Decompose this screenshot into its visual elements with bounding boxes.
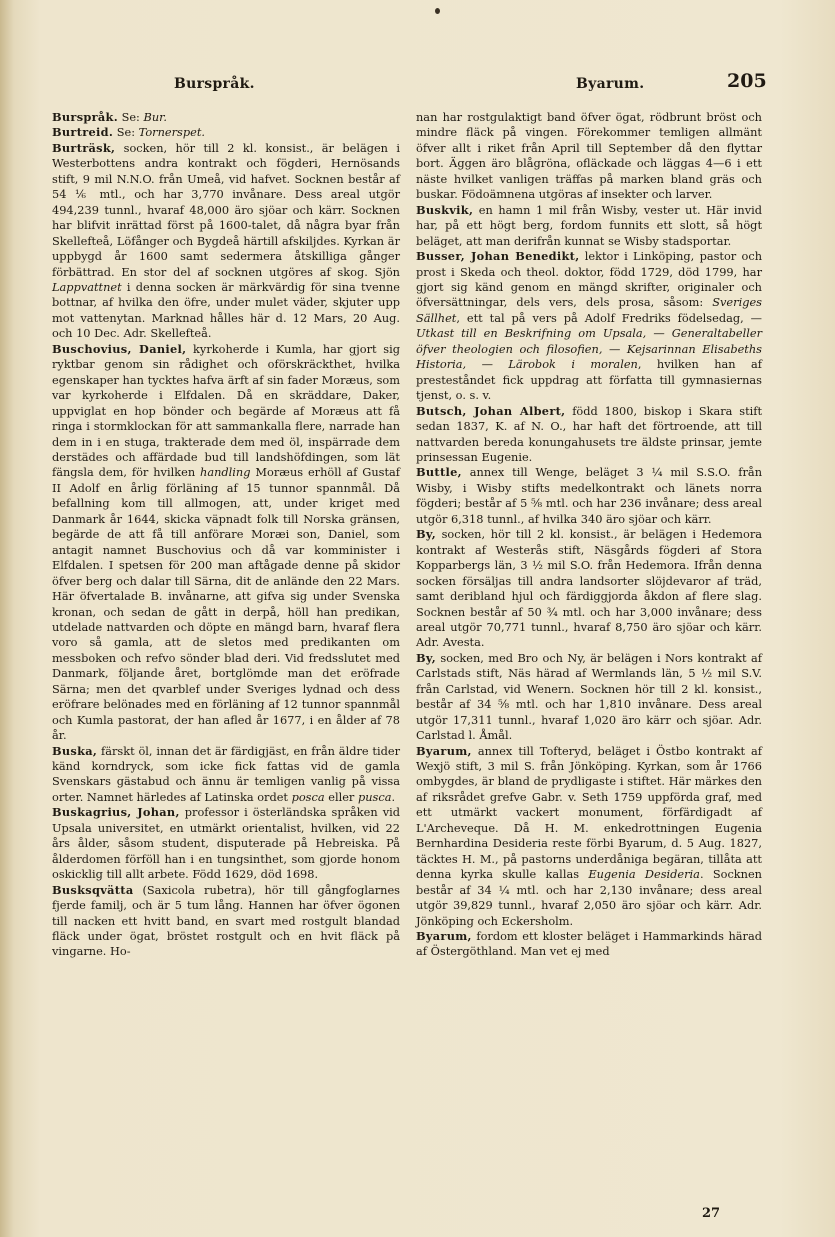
entry-by-nors bbox=[416, 651, 762, 744]
headword: By, bbox=[416, 650, 436, 665]
entry-busser bbox=[416, 249, 762, 404]
entry-text: född 1800, biskop i Skara stift sedan 1837, K. af N. O., har haft det förtroende, att till nattvarden bereda konungahusets tre äldste prinsar, jemte prinsessan Eugenie. bbox=[416, 403, 763, 464]
entry-text: nan har rostgulaktigt band öfver ögat, rödbrunt bröst och mindre fläck på vingen. Förekommer temligen allmänt öfver allt i riket från April till September då den flyttar bort. Äggen äro blågröna, ofläckade och läggas 4—6 i ett näste hvilket vanligen träffas på marken bland gräs och buskar. Födoämnena utgöras af insekter och larver. bbox=[416, 110, 762, 202]
entry-buschovius bbox=[52, 342, 400, 744]
left-column bbox=[52, 110, 400, 960]
entry-italic: pusca bbox=[357, 789, 392, 804]
entry-text: annex till Tofteryd, beläget i Östbo kontrakt af Wexjö stift, 3 mil S. från Jönköping. Kyrkan, som år 1766 ombygdes, är bland de prydligaste i stiftet. Här märkes den af riksrådet grefve Gabr. v. Seth 1759 uppförda graf, med ett utmärkt vackert monument, förfärdigadt af L'Archeveque. Då H. M. enkedrottningen Eugenia Bernhardina Desideria reste förbi Byarum, d. 5 Aug. 1827, täcktes H. M., på pastorns underdåniga begäran, tillåta att denna kyrka skulle kallas bbox=[416, 743, 762, 882]
headword: Butsch, Johan Albert, bbox=[416, 403, 566, 418]
entry-continued bbox=[416, 110, 762, 203]
page-number: 205 bbox=[727, 70, 767, 92]
entry-text: , ett tal på vers på Adolf Fredriks födelsedag, — bbox=[456, 310, 762, 325]
headword: Burspråk. bbox=[52, 110, 118, 124]
entry-text: i denna socken är märkvärdig för sina tvenne bottnar, af hvilka den öfre, under mulet väder, skjuter upp mot vattenytan. Marknad hålles här d. 12 Mars, 20 Aug. och 10 Dec. Adr. Skellefteå. bbox=[52, 279, 400, 341]
entry-buskvik bbox=[416, 203, 762, 249]
entry-buttle bbox=[416, 465, 762, 527]
headword: Buskagrius, Johan, bbox=[52, 805, 180, 820]
entry-italic: posca bbox=[291, 789, 325, 804]
entry-text: professor i österländska språken vid Upsala universitet, en utmärkt orientalist, hvilken, vid 22 års ålder, såsom student, disputerade på Hebreiska. På ålderdomen förföll han i en tungsinthet, som gjorde honom oskicklig till allt arbete. Född 1629, död 1698. bbox=[52, 805, 401, 882]
entry-burtreid bbox=[52, 125, 400, 140]
entry-text: annex till Wenge, beläget 3 ¼ mil S.S.O. från Wisby, i Wisby stifts medelkontrakt och länets norra fögderi; består af 5 ⅝ mtl. och har 236 invånare; dess areal utgör 6,318 tunnl., af hvilka 340 äro sjöar och kärr. bbox=[416, 465, 762, 526]
entry-text: socken, hör till 2 kl. konsist., är belägen i Hedemora kontrakt af Westerås stift, Näsgårds fögderi af Stora Kopparbergs län, 3 ½ mil S.O. från Hedemora. Ifrån denna socken försäljas till andra landsorter slöjdevaror af träd, samt deribland hjul och färdiggjorda åkdon af flere slag. Socknen består af 50 ¾ mtl. och har 3,000 invånare; dess areal utgör 70,771 tunnl., hvaraf 8,750 äro sjöar och kärr. Adr. Avesta. bbox=[416, 527, 762, 650]
entry-italic: Lappvattnet bbox=[52, 279, 122, 294]
right-column bbox=[416, 110, 762, 960]
entry-buskagrius bbox=[52, 805, 400, 882]
headword: Burtreid. bbox=[52, 125, 114, 140]
running-header bbox=[40, 70, 800, 100]
entry-text: (Saxicola rubetra), hör till gångfoglarnes fjerde familj, och är 5 tum lång. Hannen har öfver ögonen till nacken ett hvitt band, en svart med rostgult blandad fläck under ögat, bröstet rostgult och en hvit fläck på vingarne. Ho- bbox=[52, 882, 400, 959]
entry-text: eller bbox=[324, 789, 358, 804]
entry-italic: Bur. bbox=[143, 110, 167, 124]
entry-italic: Sveriges Sällhet bbox=[416, 295, 762, 325]
entry-text: , hvilken han af presteståndet fick uppdrag att författa till gymnasiernas tjenst, o. s. v. bbox=[416, 357, 762, 403]
entry-byarum-kloster bbox=[416, 929, 762, 960]
headword: Busser, Johan Benedikt, bbox=[416, 249, 580, 264]
headword: Buschovius, Daniel, bbox=[52, 341, 187, 356]
entry-italic: Tornerspet. bbox=[138, 125, 206, 140]
entry-text: färskt öl, innan det är färdigjäst, en från äldre tider känd korndryck, som icke fick fattas vid de gamla Svenskars gästabud och ännu är temligen vanlig på vissa orter. Namnet härledes af Latinska ordet bbox=[52, 743, 400, 804]
signature-mark: 27 bbox=[702, 1206, 721, 1221]
entry-text: Moræus erhöll af Gustaf II Adolf en årlig förläning af 15 tunnor spannmål. Då befallning kom till allmogen, att, under kriget med Danmark år 1644, skicka väpnadt folk till Norska gränsen, begärde de att få till anförare Moræi son, Daniel, som antagit namnet Buschovius och då var komminister i Elfdalen. I spetsen för 200 man aftågade denne på skidor öfver berg och dalar till Särna, dit de anlände den 22 Mars. Här öfvertalade B. invånarne, att gifva sig under Svenska kronan, och sedan de gått in derpå, höll han predikan, utdelade nattvarden och döpte en mängd barn, hvaraf flera voro så gamla, att de sletos med predikanten om messboken och refvo sönder blad deri. Vid fredsslutet med Danmark, följande året, bortglömde man det eröfrade Särna; men det qvarblef under Sveriges lydnad och dess eröfrare belönades med en förläning af 12 tunnor spannmål och Kumla pastorat, der han afled år 1677, i en ålder af 78 år. bbox=[52, 465, 400, 743]
entry-busksqvätta bbox=[52, 883, 400, 960]
entry-byarum-annex bbox=[416, 744, 762, 929]
entry-text: . Socknen består af 34 ¼ mtl. och har 2,130 invånare; dess areal utgör 39,829 tunnl., hvaraf 2,050 äro sjöar och kärr. Adr. Jönköping och Eckersholm. bbox=[416, 867, 762, 928]
ink-dot bbox=[435, 8, 440, 14]
entry-text: kyrkoherde i Kumla, har gjort sig ryktbar genom sin rådighet och oförskräckthet, hvilka egenskaper han tycktes hafva ärft af sin fader Moræus, som var kyrkoherde i Elfdalen. Då en skräddare, Daker, uppviglat en hop bönder och begärde af Moræus att få ringa i stormklockan för att sammankalla flere, narrade han dem in i en stuga, trakterade dem med öl, inspärrade dem derstädes och affärdade bud till landshöfdingen, som lät fängsla dem, för hvilken bbox=[52, 341, 400, 480]
header-right-title: Byarum. bbox=[576, 76, 645, 92]
headword: Buttle, bbox=[416, 465, 462, 480]
entry-buska bbox=[52, 744, 400, 806]
entry-burträsk bbox=[52, 141, 400, 342]
entry-by-hedemora bbox=[416, 527, 762, 651]
entry-text: socken, hör till 2 kl. konsist., är belägen i Westerbottens andra kontrakt och fögderi, Hernösands stift, 9 mil N.N.O. från Umeå, vid hafvet. Socknen består af 54 ⅙ mtl., och har 3,770 invånare. Dess areal utgör 494,239 tunnl., hvaraf 48,000 äro sjöar och kärr. Socknen har blifvit inrättad först på 1600-talet, då några byar från Skellefteå, Löfånger och Bygdeå härtill afskiljdes. Kyrkan är uppbygd år 1600 samt sedermera åtskilliga gånger förbättrad. En stor del af socknen utgöres af skog. Sjön bbox=[52, 140, 400, 279]
entry-text: en hamn 1 mil från Wisby, vester ut. Här invid har, på ett högt berg, fordom funnits ett slott, så högt beläget, att man derifrån kunnat se Wisby stadsportar. bbox=[416, 202, 762, 248]
entry-burspråk bbox=[52, 110, 400, 125]
headword: Burträsk, bbox=[52, 140, 116, 155]
entry-text: lektor i Linköping, pastor och prost i Skeda och theol. doktor, född 1729, död 1799, har gjort sig känd genom en mängd skrifter, originaler och öfversättningar, dels vers, dels prosa, såsom: bbox=[416, 249, 763, 310]
entry-text: . bbox=[391, 789, 396, 804]
headword: By, bbox=[416, 527, 436, 542]
headword: Buskvik, bbox=[416, 202, 474, 217]
entry-text: socken, med Bro och Ny, är belägen i Nors kontrakt af Carlstads stift, Näs härad af Wermlands län, 5 ½ mil S.V. från Carlstad, vid Wenern. Socknen hör till 2 kl. konsist., består af 34 ⅝ mtl. och har 1,810 invånare. Dess areal utgör 17,311 tunnl., hvaraf 1,020 äro kärr och sjöar. Adr. Carlstad l. Åmål. bbox=[416, 650, 762, 743]
headword: Busksqvätta bbox=[52, 882, 134, 897]
entry-italic: handling bbox=[200, 465, 251, 480]
headword: Byarum, bbox=[416, 743, 472, 758]
header-left-title: Burspråk. bbox=[174, 76, 255, 92]
entry-italic: Utkast till en Beskrifning om Upsala, — Generaltabeller öfver theologien och filosofien, — Kejsarinnan Elisabeths Historia, — Lärobok i moralen bbox=[416, 326, 762, 372]
headword: Buska, bbox=[52, 743, 98, 758]
entry-italic: Eugenia Desideria bbox=[588, 867, 700, 882]
entry-butsch bbox=[416, 404, 762, 466]
headword: Byarum, bbox=[416, 929, 472, 944]
entry-text: fordom ett kloster beläget i Hammarkinds härad af Östergöthland. Man vet ej med bbox=[416, 929, 762, 959]
entry-text: Se: bbox=[117, 110, 144, 124]
entry-text: Se: bbox=[113, 125, 139, 140]
